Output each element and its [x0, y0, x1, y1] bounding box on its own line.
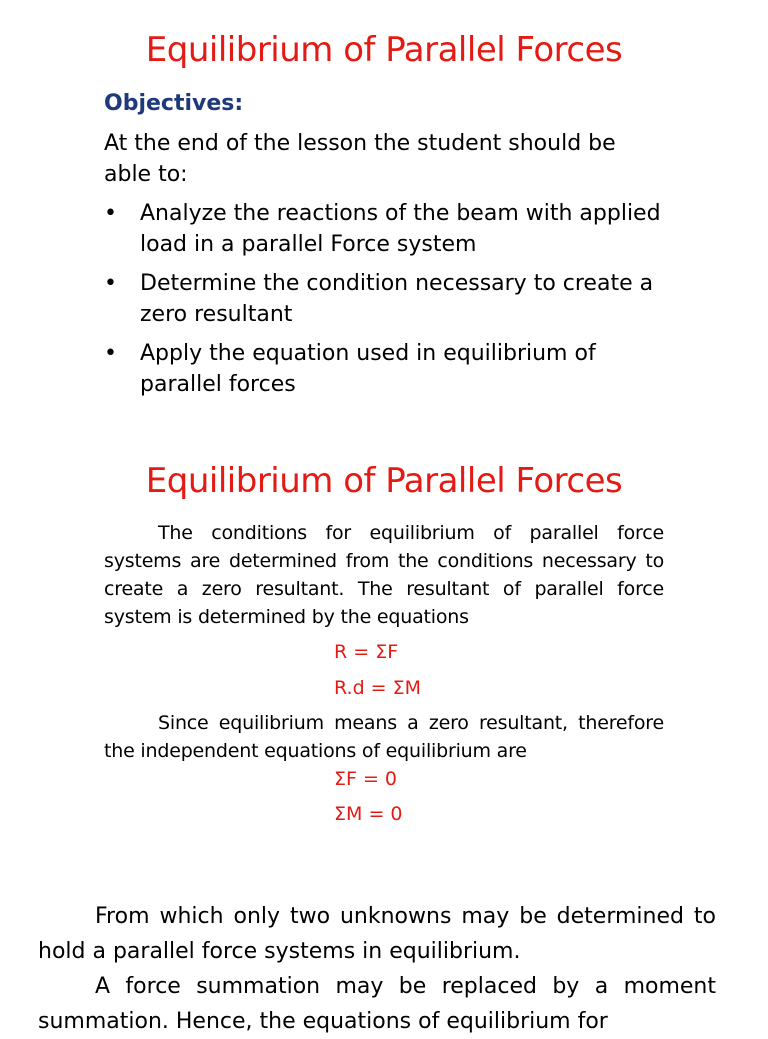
objective-text: Determine the condition necessary to create a zero resultant	[140, 271, 654, 327]
equilibrium-paragraph	[104, 709, 664, 765]
moment-sum-equation: ΣM = 0	[334, 803, 403, 825]
unknowns-paragraph	[38, 899, 716, 1039]
conditions-text: The conditions for equilibrium of parallel force systems are determined from the conditions necessary to create a zero resultant. The resultant of parallel force system is determined by the equations	[104, 522, 664, 628]
section-title: Equilibrium of Parallel Forces	[145, 461, 623, 501]
objective-item	[104, 338, 664, 400]
objective-text: Analyze the reactions of the beam with applied load in a parallel Force system	[140, 201, 661, 257]
unknowns-text: From which only two unknowns may be determined to hold a parallel force systems in equilibrium.	[38, 904, 716, 964]
conditions-paragraph	[104, 519, 664, 631]
summation-text: A force summation may be replaced by a moment summation. Hence, the equations of equilibrium for	[38, 974, 716, 1034]
bullet-icon: •	[104, 271, 117, 296]
objective-item	[104, 268, 664, 330]
objectives-list	[104, 198, 664, 408]
bullet-icon: •	[104, 201, 117, 226]
objectives-intro: At the end of the lesson the student should be able to:	[104, 131, 616, 187]
bullet-icon: •	[104, 341, 117, 366]
resultant-moment-equation: R.d = ΣM	[334, 677, 422, 699]
objectives-heading: Objectives:	[104, 91, 244, 116]
force-sum-equation: ΣF = 0	[334, 768, 398, 790]
objective-item	[104, 198, 664, 260]
page-title: Equilibrium of Parallel Forces	[145, 30, 623, 70]
resultant-force-equation: R = ΣF	[334, 641, 399, 663]
equilibrium-text: Since equilibrium means a zero resultant, therefore the independent equations of equilibrium are	[104, 712, 664, 762]
objective-text: Apply the equation used in equilibrium of parallel forces	[140, 341, 596, 397]
